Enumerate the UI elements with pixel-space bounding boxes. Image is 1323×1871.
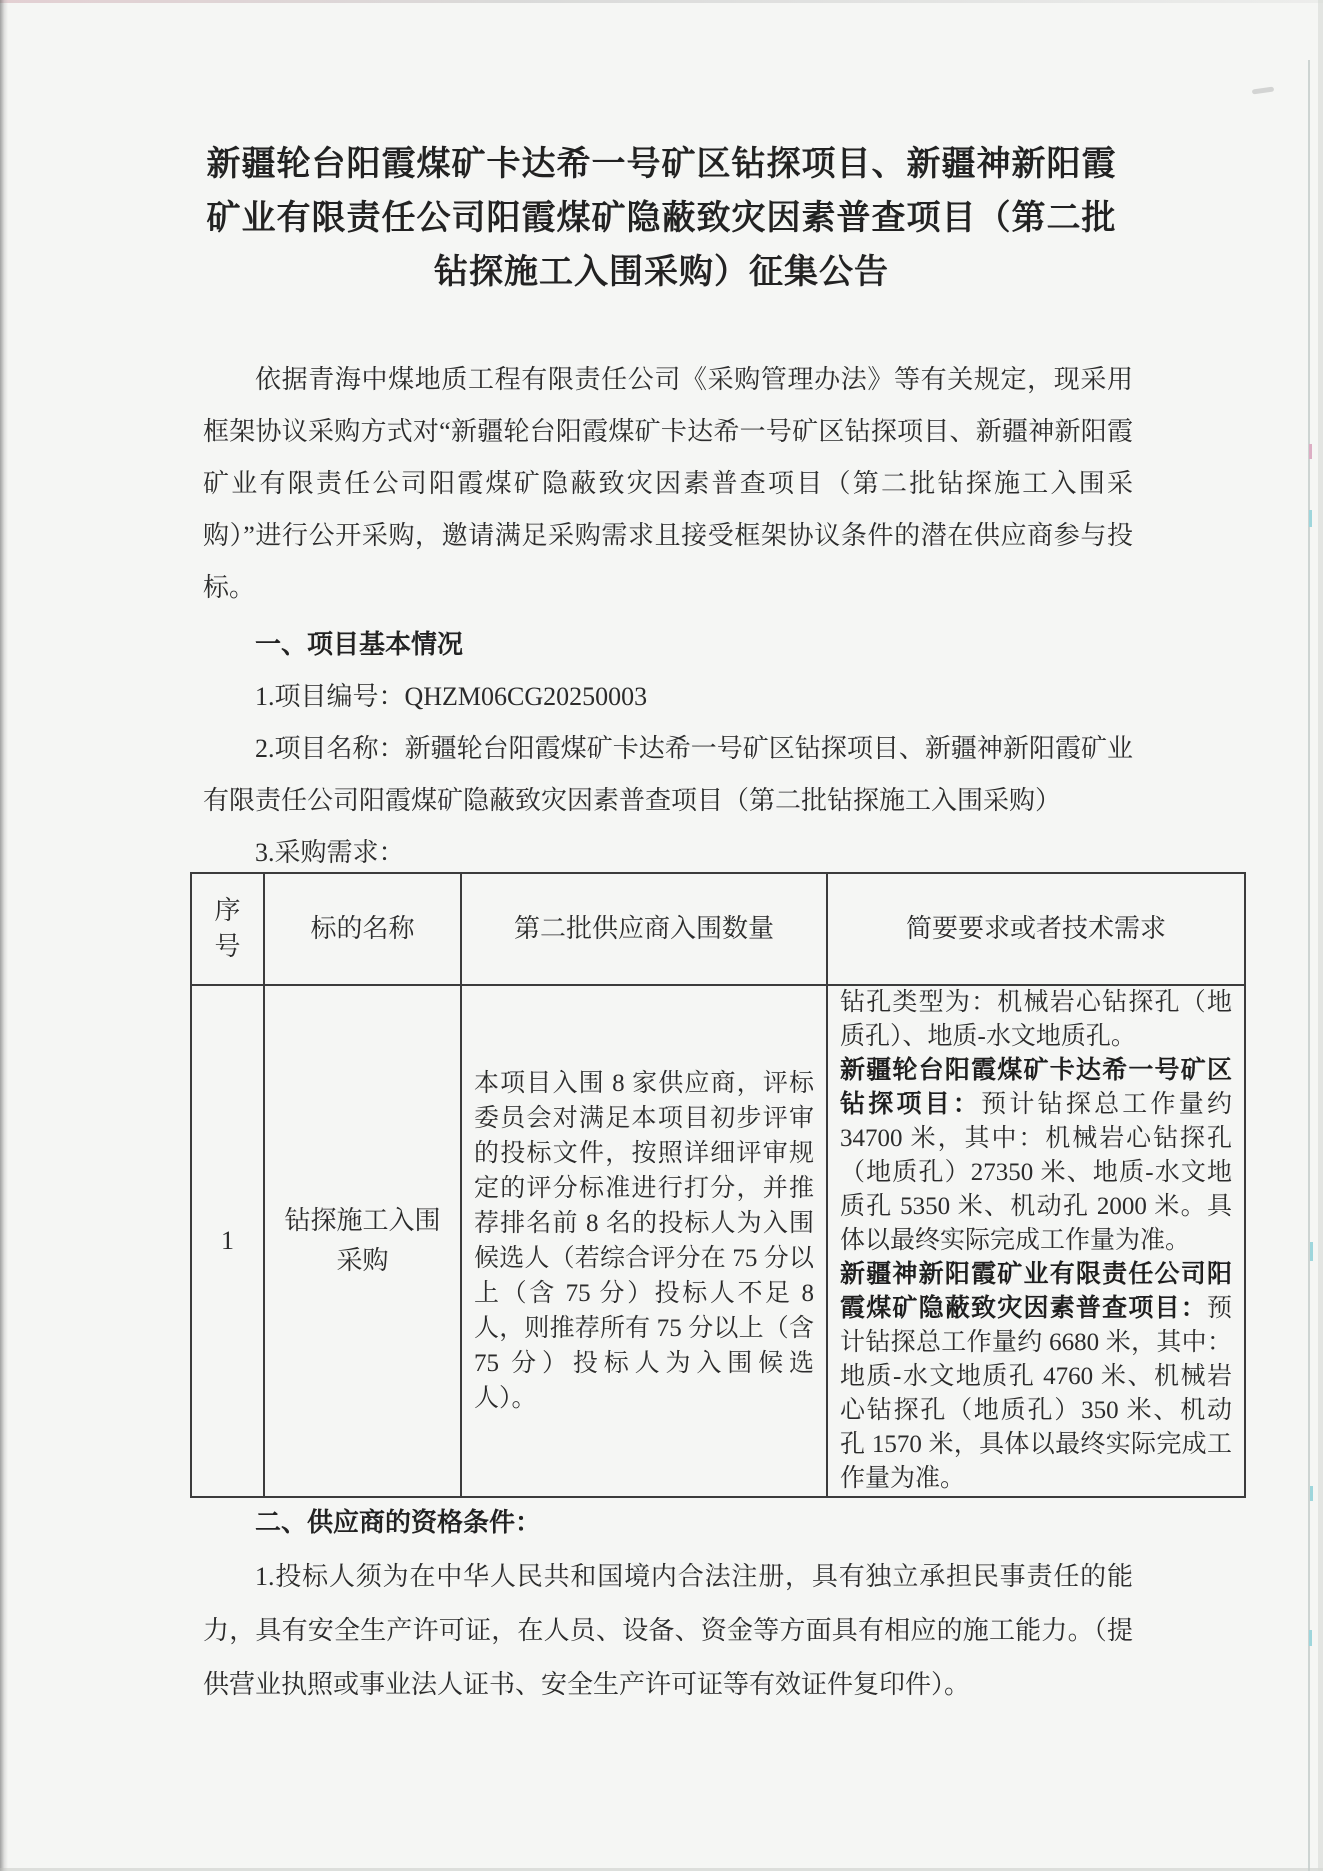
scan-artifact-dash	[1309, 1630, 1312, 1646]
table-row	[191, 985, 1245, 1497]
header-quantity: 第二批供应商入围数量	[461, 873, 827, 985]
header-subject: 标的名称	[264, 873, 461, 985]
requirement-project-1-label: 新疆轮台阳霞煤矿卡达希一号矿区钻探项目：	[840, 1057, 1232, 1118]
scan-artifact-smudge	[1252, 86, 1274, 94]
scan-artifact-dash	[1309, 444, 1312, 459]
requirement-project-2-text: 预计钻探总工作量约 6680 米，其中：地质-水文地质孔 4760 米、机械岩心钻探孔（地质孔）350 米、机动孔 1570 米，具体以最终实际完成工作量为准。	[840, 1295, 1232, 1492]
requirement-project-2-label: 新疆神新阳霞矿业有限责任公司阳霞煤矿隐蔽致灾因素普查项目：	[840, 1261, 1232, 1322]
scan-line-right	[1308, 60, 1310, 1871]
title-line-2: 矿业有限责任公司阳霞煤矿隐蔽致灾因素普查项目（第二批	[206, 200, 1117, 237]
requirement-project-2	[840, 1258, 1232, 1496]
title-line-1: 新疆轮台阳霞煤矿卡达希一号矿区钻探项目、新疆神新阳霞	[206, 146, 1117, 183]
scan-artifact-dash	[1310, 1242, 1313, 1261]
section-supplier-qualifications	[203, 1496, 1133, 1712]
qualification-paragraph: 1.投标人须为在中华人民共和国境内合法注册，具有独立承担民事责任的能力，具有安全生产许可证，在人员、设备、资金等方面具有相应的施工能力。（提供营业执照或事业法人证书、安全生产许可证等有效证件复印件）。	[203, 1562, 1133, 1699]
procurement-table	[190, 872, 1246, 1498]
scan-artifact-dash	[1310, 1486, 1313, 1501]
cell-requirements	[827, 985, 1245, 1497]
section-project-basics	[203, 619, 1133, 879]
paper-edge-top	[0, 0, 1323, 3]
section2-heading: 二、供应商的资格条件：	[255, 1508, 542, 1537]
cell-quantity: 本项目入围 8 家供应商，评标委员会对满足本项目初步评审的投标文件，按照详细评审规定的评分标准进行打分，并推荐排名前 8 名的投标人为入围候选人（若综合评分在 75 分以上（含 75 分）投标人不足 8 人，则推荐所有 75 分以上（含 75 分）投标人为入围候选人）。	[461, 985, 827, 1497]
cell-subject: 钻探施工入围采购	[264, 985, 461, 1497]
project-name-item: 2.项目名称：新疆轮台阳霞煤矿卡达希一号矿区钻探项目、新疆神新阳霞矿业有限责任公司阳霞煤矿隐蔽致灾因素普查项目（第二批钻探施工入围采购）	[203, 734, 1133, 815]
title-line-3: 钻探施工入围采购）征集公告	[434, 254, 889, 291]
table-header-row	[191, 873, 1245, 985]
procurement-demand-item: 3.采购需求：	[255, 838, 405, 867]
scan-artifact-dash	[1309, 510, 1312, 527]
requirement-drill-types: 钻孔类型为：机械岩心钻探孔（地质孔）、地质-水文地质孔。	[840, 989, 1232, 1050]
header-seq: 序号	[191, 873, 264, 985]
intro-paragraph: 依据青海中煤地质工程有限责任公司《采购管理办法》等有关规定，现采用框架协议采购方式对“新疆轮台阳霞煤矿卡达希一号矿区钻探项目、新疆神新阳霞矿业有限责任公司阳霞煤矿隐蔽致灾因素普查项目（第二批钻探施工入围采购）”进行公开采购，邀请满足采购需求且接受框架协议条件的潜在供应商参与投标。	[203, 365, 1133, 602]
scan-shadow-top-left	[0, 0, 14, 70]
header-requirements: 简要要求或者技术需求	[827, 873, 1245, 985]
project-number-item: 1.项目编号：QHZM06CG20250003	[255, 682, 648, 711]
requirement-project-1	[840, 1054, 1232, 1258]
requirement-project-1-text: 预计钻探总工作量约 34700 米，其中：机械岩心钻探孔（地质孔）27350 米、地质-水文地质孔 5350 米、机动孔 2000 米。具体以最终实际完成工作量为准。	[840, 1091, 1232, 1254]
cell-seq: 1	[191, 985, 264, 1497]
document-title	[0, 138, 1323, 300]
section1-heading: 一、项目基本情况	[255, 630, 464, 659]
